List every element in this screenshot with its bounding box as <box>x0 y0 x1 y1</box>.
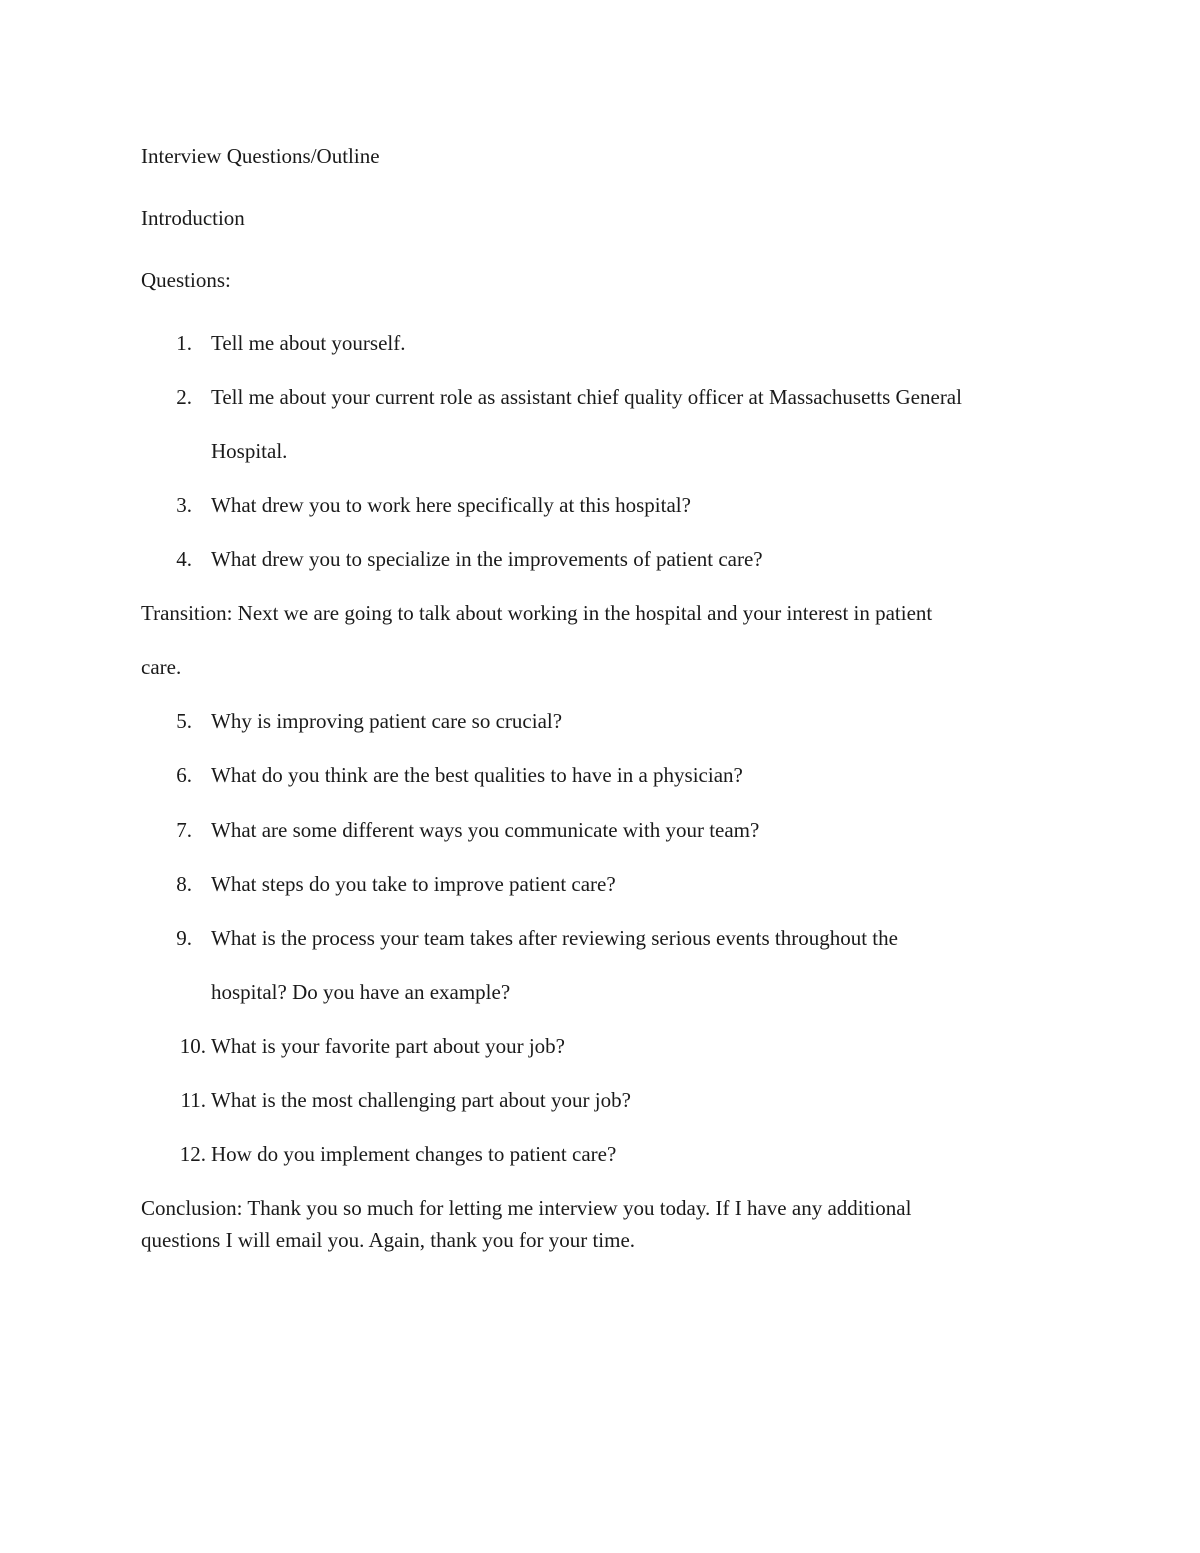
question-number: 1. <box>176 331 192 355</box>
question-number: 3. <box>176 493 192 517</box>
question-number: 6. <box>176 763 192 787</box>
question-number: 9. <box>176 926 192 950</box>
transition-text: Transition: Next we are going to talk about working in the hospital and your interest in patient <box>141 601 933 625</box>
question-text-continued: hospital? Do you have an example? <box>211 980 511 1004</box>
conclusion-text-continued: questions I will email you. Again, thank you for your time. <box>141 1228 636 1252</box>
question-text: What is the most challenging part about your job? <box>211 1088 631 1112</box>
question-number: 5. <box>176 709 192 733</box>
question-text: How do you implement changes to patient care? <box>211 1142 617 1166</box>
question-number: 7. <box>176 818 192 842</box>
question-number: 2. <box>176 385 192 409</box>
question-number: 4. <box>176 547 192 571</box>
conclusion-text: Conclusion: Thank you so much for letting me interview you today. If I have any additional <box>141 1196 912 1220</box>
question-text: What do you think are the best qualities to have in a physician? <box>211 763 743 787</box>
question-text: What is the process your team takes after reviewing serious events throughout the <box>211 926 898 950</box>
questions-heading: Questions: <box>141 268 231 292</box>
question-text: What drew you to work here specifically at this hospital? <box>211 493 691 517</box>
question-text: What are some different ways you communicate with your team? <box>211 818 760 842</box>
question-number: 12. <box>179 1142 206 1166</box>
question-number: 11. <box>180 1088 206 1112</box>
question-text: What is your favorite part about your job? <box>211 1034 565 1058</box>
question-text: Tell me about your current role as assistant chief quality officer at Massachusetts General <box>211 385 962 409</box>
question-text-continued: Hospital. <box>211 439 288 463</box>
question-text: Why is improving patient care so crucial? <box>211 709 563 733</box>
transition-text-continued: care. <box>141 655 182 679</box>
question-text: What steps do you take to improve patient care? <box>211 872 616 896</box>
document-title: Interview Questions/Outline <box>141 144 380 168</box>
question-number: 8. <box>176 872 192 896</box>
question-text: Tell me about yourself. <box>211 331 406 355</box>
question-number: 10. <box>179 1034 206 1058</box>
question-text: What drew you to specialize in the improvements of patient care? <box>211 547 763 571</box>
introduction-heading: Introduction <box>141 206 245 230</box>
